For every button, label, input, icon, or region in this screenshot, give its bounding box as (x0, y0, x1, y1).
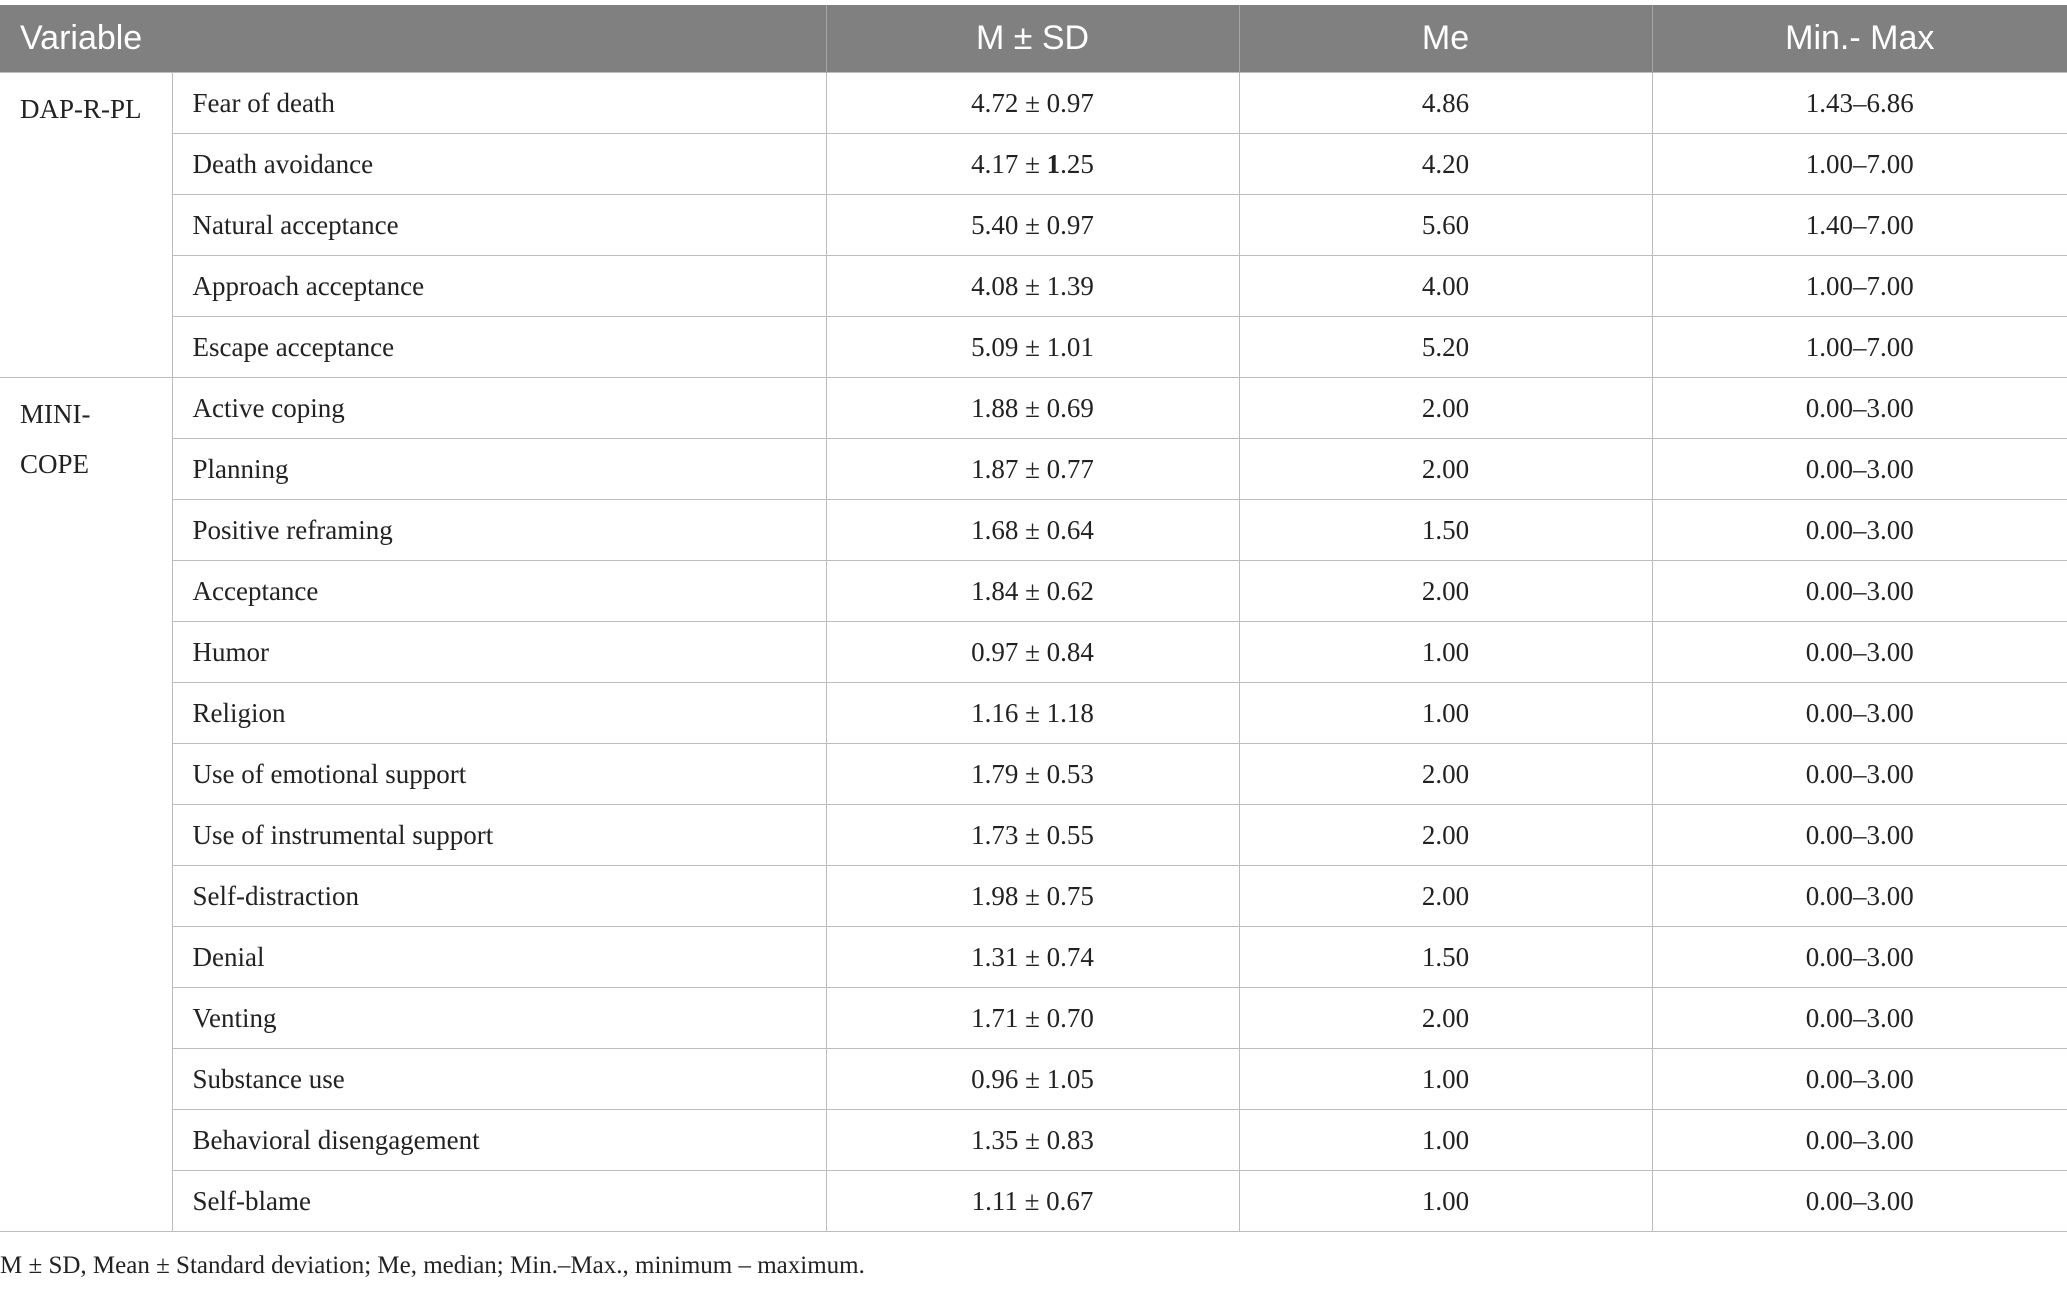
m-sd-cell: 5.09 ± 1.01 (826, 317, 1239, 378)
variable-cell: Natural acceptance (172, 195, 826, 256)
me-cell: 1.50 (1239, 927, 1652, 988)
variable-cell: Self-blame (172, 1171, 826, 1232)
m-sd-cell: 1.84 ± 0.62 (826, 561, 1239, 622)
m-sd-cell: 0.96 ± 1.05 (826, 1049, 1239, 1110)
minmax-cell: 0.00–3.00 (1652, 683, 2067, 744)
table-row (0, 73, 2067, 134)
variable-cell: Death avoidance (172, 134, 826, 195)
m-sd-cell: 1.88 ± 0.69 (826, 378, 1239, 439)
variable-cell: Approach acceptance (172, 256, 826, 317)
m-sd-cell: 1.71 ± 0.70 (826, 988, 1239, 1049)
m-sd-cell: 1.35 ± 0.83 (826, 1110, 1239, 1171)
variable-cell: Denial (172, 927, 826, 988)
variable-cell: Religion (172, 683, 826, 744)
me-cell: 4.86 (1239, 73, 1652, 134)
table-row (0, 500, 2067, 561)
me-cell: 1.00 (1239, 1049, 1652, 1110)
table-row (0, 439, 2067, 500)
header-m-sd: M ± SD (826, 5, 1239, 73)
variable-cell: Humor (172, 622, 826, 683)
minmax-cell: 0.00–3.00 (1652, 622, 2067, 683)
group-label-line: MINI- (20, 399, 91, 429)
m-sd-part: 4.17 ± (971, 148, 1047, 179)
m-sd-cell: 1.79 ± 0.53 (826, 744, 1239, 805)
me-cell: 1.00 (1239, 1171, 1652, 1232)
minmax-cell: 0.00–3.00 (1652, 1171, 2067, 1232)
table-row (0, 1171, 2067, 1232)
m-sd-part: .25 (1060, 148, 1094, 179)
me-cell: 1.00 (1239, 1110, 1652, 1171)
m-sd-cell: 1.16 ± 1.18 (826, 683, 1239, 744)
variable-cell: Behavioral disengagement (172, 1110, 826, 1171)
me-cell: 1.00 (1239, 683, 1652, 744)
header-me: Me (1239, 5, 1652, 73)
table-row (0, 744, 2067, 805)
minmax-cell: 0.00–3.00 (1652, 988, 2067, 1049)
table-row (0, 378, 2067, 439)
table-row (0, 866, 2067, 927)
me-cell: 2.00 (1239, 988, 1652, 1049)
minmax-cell: 0.00–3.00 (1652, 927, 2067, 988)
m-sd-cell: 4.72 ± 0.97 (826, 73, 1239, 134)
variable-cell: Active coping (172, 378, 826, 439)
me-cell: 2.00 (1239, 561, 1652, 622)
minmax-cell: 0.00–3.00 (1652, 866, 2067, 927)
table-row (0, 1049, 2067, 1110)
table-row (0, 805, 2067, 866)
table-row (0, 1110, 2067, 1171)
minmax-cell: 0.00–3.00 (1652, 439, 2067, 500)
table-row (0, 561, 2067, 622)
table-footnote: M ± SD, Mean ± Standard deviation; Me, median; Min.–Max., minimum – maximum. (0, 1252, 865, 1279)
minmax-cell: 1.00–7.00 (1652, 134, 2067, 195)
variable-cell: Positive reframing (172, 500, 826, 561)
variable-cell: Acceptance (172, 561, 826, 622)
table-row (0, 683, 2067, 744)
minmax-cell: 1.00–7.00 (1652, 317, 2067, 378)
me-cell: 2.00 (1239, 744, 1652, 805)
table-row (0, 134, 2067, 195)
me-cell: 1.50 (1239, 500, 1652, 561)
variable-cell: Planning (172, 439, 826, 500)
header-minmax: Min.- Max (1652, 5, 2067, 73)
group-label (0, 378, 172, 1232)
minmax-cell: 0.00–3.00 (1652, 500, 2067, 561)
m-sd-cell: 5.40 ± 0.97 (826, 195, 1239, 256)
variable-cell: Fear of death (172, 73, 826, 134)
minmax-cell: 0.00–3.00 (1652, 561, 2067, 622)
me-cell: 2.00 (1239, 439, 1652, 500)
variable-cell: Venting (172, 988, 826, 1049)
table-row (0, 927, 2067, 988)
me-cell: 5.60 (1239, 195, 1652, 256)
me-cell: 5.20 (1239, 317, 1652, 378)
table-row (0, 256, 2067, 317)
group-label: DAP-R-PL (0, 73, 172, 378)
m-sd-cell: 1.73 ± 0.55 (826, 805, 1239, 866)
minmax-cell: 1.40–7.00 (1652, 195, 2067, 256)
m-sd-cell: 1.31 ± 0.74 (826, 927, 1239, 988)
m-sd-cell: 1.98 ± 0.75 (826, 866, 1239, 927)
variable-cell: Substance use (172, 1049, 826, 1110)
table-row (0, 317, 2067, 378)
header-row (0, 5, 2067, 73)
minmax-cell: 1.43–6.86 (1652, 73, 2067, 134)
m-sd-cell: 1.87 ± 0.77 (826, 439, 1239, 500)
minmax-cell: 0.00–3.00 (1652, 1049, 2067, 1110)
group-label-line: COPE (20, 449, 90, 479)
variable-cell: Use of instrumental support (172, 805, 826, 866)
me-cell: 2.00 (1239, 866, 1652, 927)
m-sd-cell: 1.68 ± 0.64 (826, 500, 1239, 561)
m-sd-cell (826, 134, 1239, 195)
variable-cell: Escape acceptance (172, 317, 826, 378)
minmax-cell: 1.00–7.00 (1652, 256, 2067, 317)
table-row (0, 622, 2067, 683)
m-sd-cell: 1.11 ± 0.67 (826, 1171, 1239, 1232)
variable-cell: Use of emotional support (172, 744, 826, 805)
statistics-table (0, 5, 2067, 1232)
me-cell: 2.00 (1239, 805, 1652, 866)
m-sd-cell: 4.08 ± 1.39 (826, 256, 1239, 317)
me-cell: 4.00 (1239, 256, 1652, 317)
variable-cell: Self-distraction (172, 866, 826, 927)
table-row (0, 195, 2067, 256)
table-row (0, 988, 2067, 1049)
minmax-cell: 0.00–3.00 (1652, 805, 2067, 866)
minmax-cell: 0.00–3.00 (1652, 1110, 2067, 1171)
minmax-cell: 0.00–3.00 (1652, 378, 2067, 439)
me-cell: 1.00 (1239, 622, 1652, 683)
minmax-cell: 0.00–3.00 (1652, 744, 2067, 805)
header-variable: Variable (0, 5, 826, 73)
me-cell: 2.00 (1239, 378, 1652, 439)
m-sd-cell: 0.97 ± 0.84 (826, 622, 1239, 683)
me-cell: 4.20 (1239, 134, 1652, 195)
m-sd-bold-part: 1 (1046, 148, 1061, 179)
